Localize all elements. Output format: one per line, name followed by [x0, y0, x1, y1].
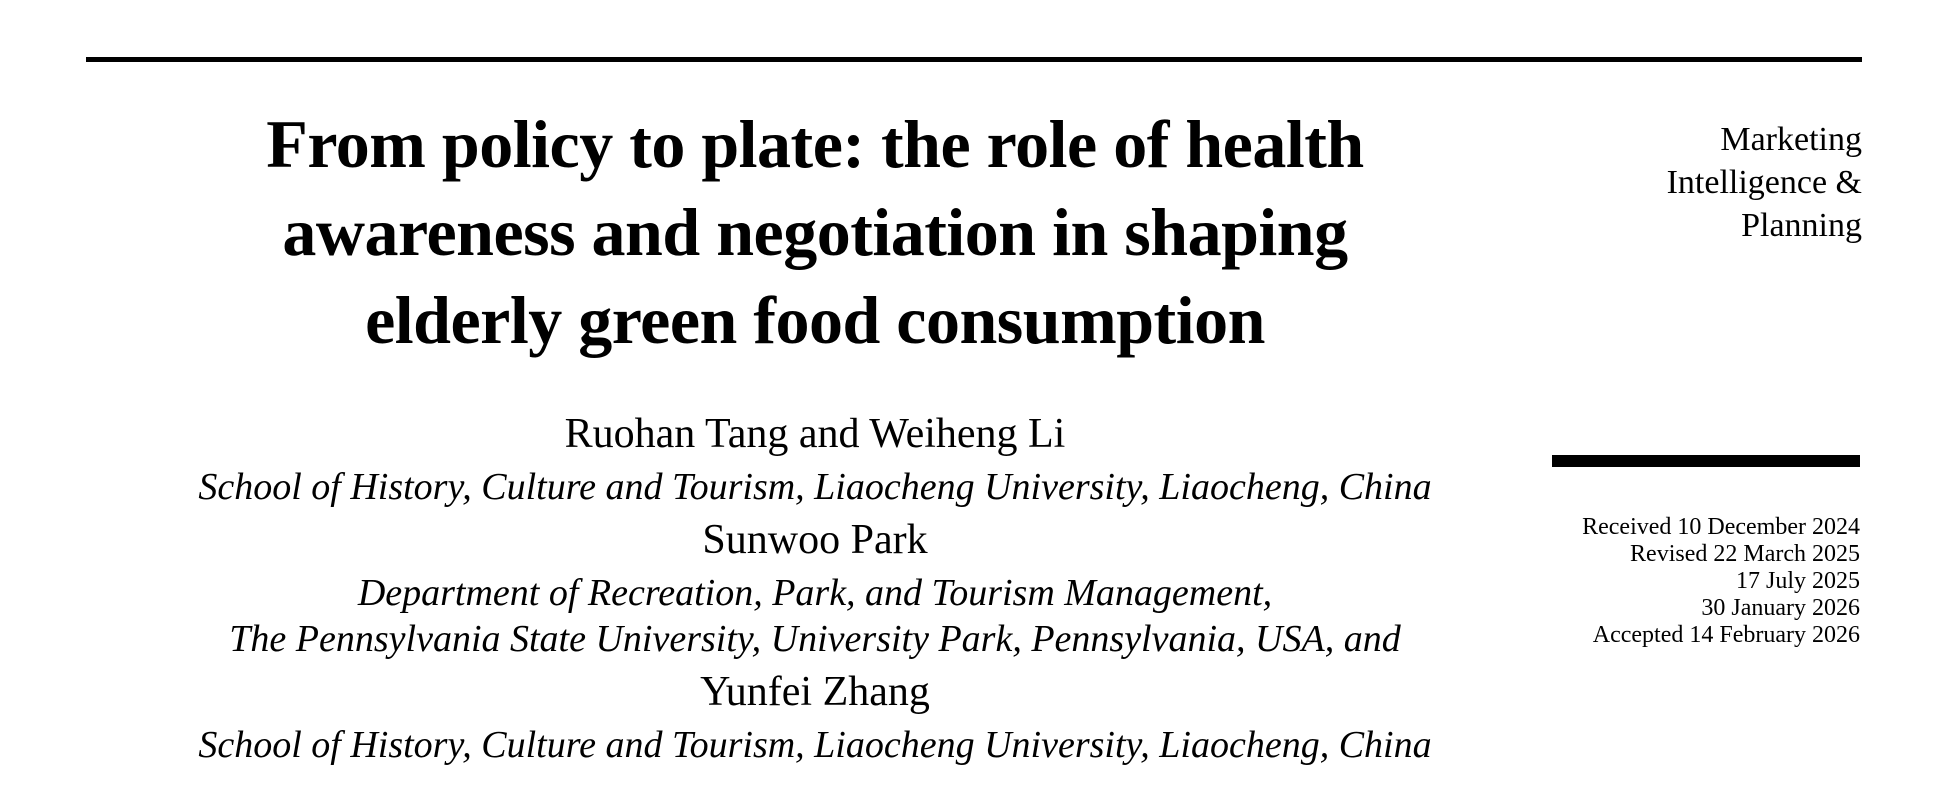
journal-name-line: Marketing: [1720, 121, 1862, 158]
article-history-line: Received 10 December 2024: [1582, 514, 1860, 540]
journal-name: [1667, 118, 1862, 247]
top-rule: [86, 57, 1862, 62]
author-names: Ruohan Tang and Weiheng Li: [564, 411, 1066, 457]
author-names: Yunfei Zhang: [700, 669, 930, 715]
author-names: Sunwoo Park: [702, 517, 928, 563]
author-group: [85, 404, 1545, 510]
article-history-line: Revised 22 March 2025: [1630, 541, 1860, 567]
journal-name-line: Intelligence &: [1666, 164, 1862, 201]
author-affiliation: School of History, Culture and Tourism, Liaocheng University, Liaocheng, China: [198, 466, 1432, 508]
article-title: [85, 100, 1545, 364]
article-header: [85, 100, 1545, 768]
author-affiliation: The Pennsylvania State University, University Park, Pennsylvania, USA, and: [229, 618, 1401, 660]
article-title-line: elderly green food consumption: [365, 282, 1265, 358]
article-title-line: awareness and negotiation in shaping: [282, 194, 1348, 270]
author-affiliation: Department of Recreation, Park, and Tourism Management,: [357, 572, 1273, 614]
article-history-line: Accepted 14 February 2026: [1592, 622, 1860, 648]
article-history-line: 30 January 2026: [1701, 595, 1860, 621]
article-history-line: 17 July 2025: [1735, 568, 1860, 594]
article-title-line: From policy to plate: the role of health: [266, 106, 1364, 182]
journal-name-line: Planning: [1741, 207, 1862, 244]
article-history: [1582, 514, 1860, 649]
author-affiliation: School of History, Culture and Tourism, Liaocheng University, Liaocheng, China: [198, 724, 1432, 766]
author-group: [85, 662, 1545, 768]
author-group: [85, 510, 1545, 662]
authors-block: [85, 404, 1545, 768]
separator-bar: [1552, 455, 1860, 467]
